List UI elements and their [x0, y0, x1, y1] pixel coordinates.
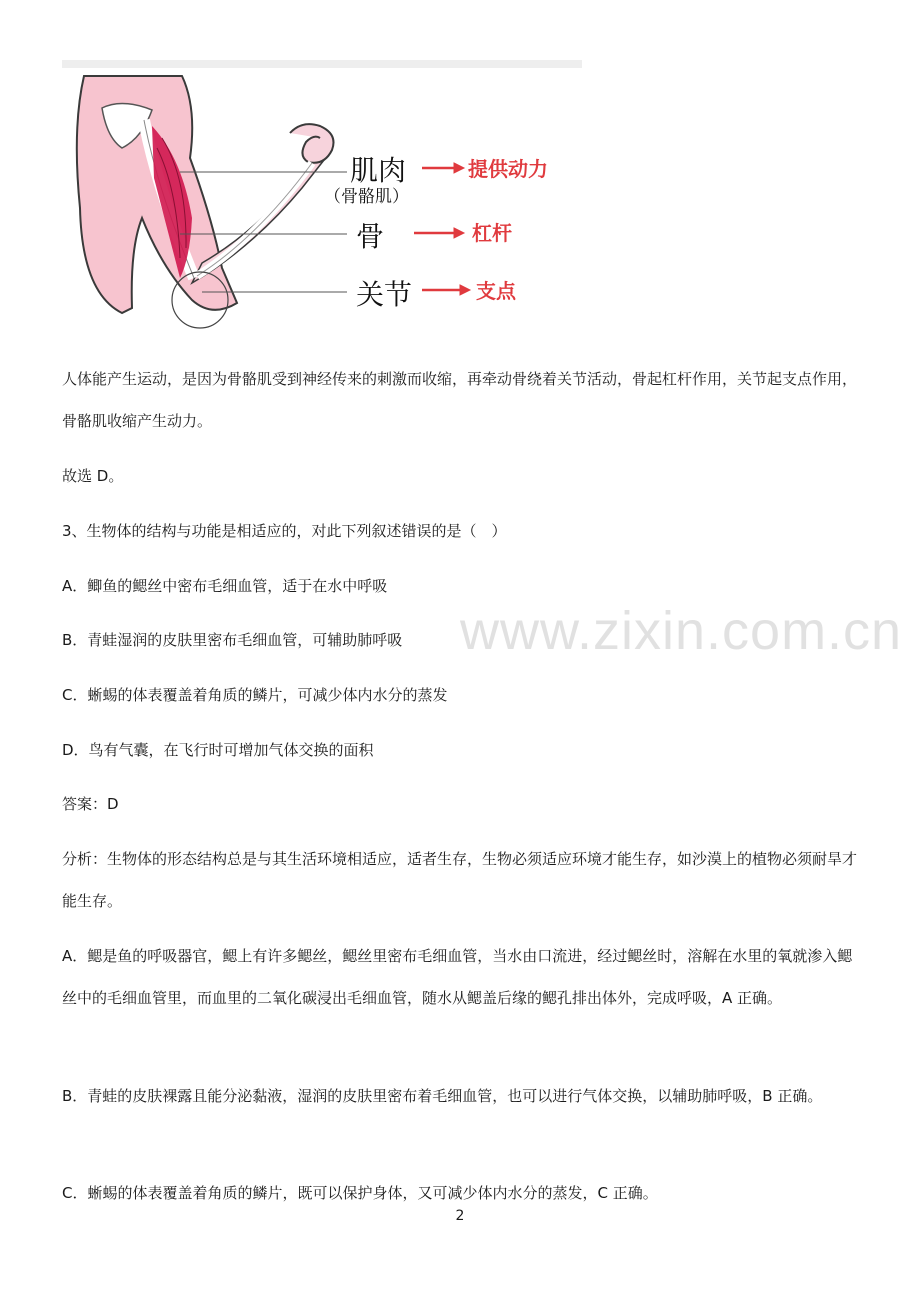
hand: [290, 124, 334, 163]
arm-muscle-diagram: [62, 68, 582, 338]
muscle-role-label: 提供动力: [468, 157, 548, 181]
analysis-c: C．蜥蜴的体表覆盖着角质的鳞片，既可以保护身体，又可减少体内水分的蒸发，C 正确。: [62, 1184, 658, 1202]
muscle-label: 肌肉: [350, 154, 407, 187]
page-number: 2: [455, 1208, 465, 1224]
bone-role-label: 杠杆: [472, 221, 512, 245]
arrow-icon: [414, 163, 470, 295]
bone-label: 骨: [356, 220, 385, 253]
analysis-a: A．鳃是鱼的呼吸器官，鳃上有许多鳃丝，鳃丝里密布毛细血管，当水由口流进，经过鳃丝时，溶解在水里的氧就渗入鳃丝中的毛细血管里，而血里的二氧化碳浸出毛细血管，随水从鳃盖后缘的鳃孔排出体外，完成呼吸，A 正确。: [62, 947, 853, 1007]
muscle-sub-label: （骨骼肌）: [324, 187, 409, 207]
analysis-paragraph: 分析：生物体的形态结构总是与其生活环境相适应，适者生存，生物必须适应环境才能生存，如沙漠上的植物必须耐旱才能生存。: [62, 850, 858, 910]
joint-label: 关节: [356, 278, 413, 311]
answer-line: 答案：D: [62, 795, 119, 813]
option-b: B．青蛙湿润的皮肤里密布毛细血管，可辅助肺呼吸: [62, 631, 403, 649]
figure-top-border: [62, 60, 582, 68]
option-a: A．鲫鱼的鳃丝中密布毛细血管，适于在水中呼吸: [62, 577, 388, 595]
watermark: www.zixin.com.cn: [460, 601, 903, 661]
explanation-paragraph: 人体能产生运动，是因为骨骼肌受到神经传来的刺激而收缩，再牵动骨绕着关节活动，骨起杠杆作用，关节起支点作用，骨骼肌收缩产生动力。: [62, 370, 858, 430]
question-3: 3、生物体的结构与功能是相适应的，对此下列叙述错误的是（ ）: [62, 522, 507, 540]
option-c: C．蜥蜴的体表覆盖着角质的鳞片，可减少体内水分的蒸发: [62, 686, 448, 704]
analysis-b: B．青蛙的皮肤裸露且能分泌黏液，湿润的皮肤里密布着毛细血管，也可以进行气体交换，以辅助肺呼吸，B 正确。: [62, 1087, 823, 1105]
body-silhouette: [77, 76, 237, 313]
joint-role-label: 支点: [476, 279, 516, 303]
choice-line: 故选 D。: [62, 467, 124, 485]
option-d: D．鸟有气囊，在飞行时可增加气体交换的面积: [62, 741, 374, 759]
